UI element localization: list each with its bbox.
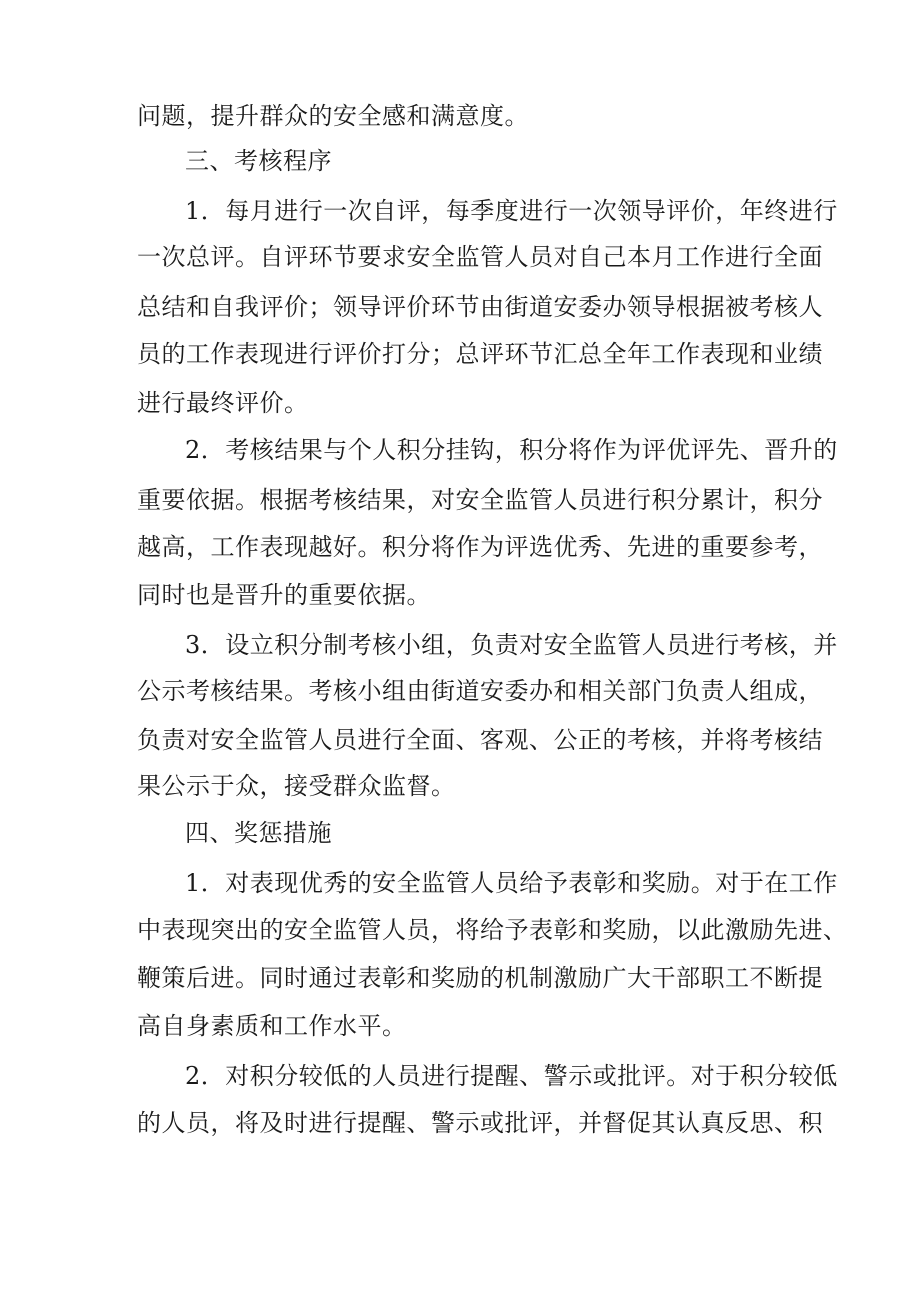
paragraph-line: 果公示于众，接受群众监督。 (137, 772, 456, 800)
paragraph-line: 高自身素质和工作水平。 (137, 1012, 407, 1040)
paragraph-line: 1．对表现优秀的安全监管人员给予表彰和奖励。对于在工作 (185, 869, 838, 897)
paragraph-line: 员的工作表现进行评价打分；总评环节汇总全年工作表现和业绩 (137, 340, 823, 368)
section-heading: 三、考核程序 (185, 147, 332, 175)
paragraph-line: 重要依据。根据考核结果，对安全监管人员进行积分累计，积分 (137, 486, 823, 514)
paragraph-line: 进行最终评价。 (137, 389, 309, 417)
paragraph-line: 一次总评。自评环节要求安全监管人员对自己本月工作进行全面 (137, 243, 823, 271)
paragraph-line: 2．对积分较低的人员进行提醒、警示或批评。对于积分较低 (185, 1062, 838, 1090)
paragraph-line: 3．设立积分制考核小组，负责对安全监管人员进行考核，并 (185, 631, 838, 659)
paragraph-line: 1．每月进行一次自评，每季度进行一次领导评价，年终进行 (185, 197, 838, 225)
paragraph-line: 鞭策后进。同时通过表彰和奖励的机制激励广大干部职工不断提 (137, 964, 823, 992)
paragraph-line: 同时也是晋升的重要依据。 (137, 581, 431, 609)
paragraph-line: 的人员，将及时进行提醒、警示或批评，并督促其认真反思、积 (137, 1109, 823, 1137)
paragraph-line: 负责对安全监管人员进行全面、客观、公正的考核，并将考核结 (137, 726, 823, 754)
section-heading: 四、奖惩措施 (185, 819, 332, 847)
paragraph-line: 总结和自我评价；领导评价环节由街道安委办领导根据被考核人 (137, 293, 823, 321)
paragraph-line: 问题，提升群众的安全感和满意度。 (137, 102, 529, 130)
paragraph-line: 2．考核结果与个人积分挂钩，积分将作为评优评先、晋升的 (185, 436, 838, 464)
paragraph-line: 公示考核结果。考核小组由街道安委办和相关部门负责人组成， (137, 677, 823, 705)
paragraph-line: 越高，工作表现越好。积分将作为评选优秀、先进的重要参考， (137, 533, 823, 561)
paragraph-line: 中表现突出的安全监管人员，将给予表彰和奖励，以此激励先进、 (137, 916, 848, 944)
